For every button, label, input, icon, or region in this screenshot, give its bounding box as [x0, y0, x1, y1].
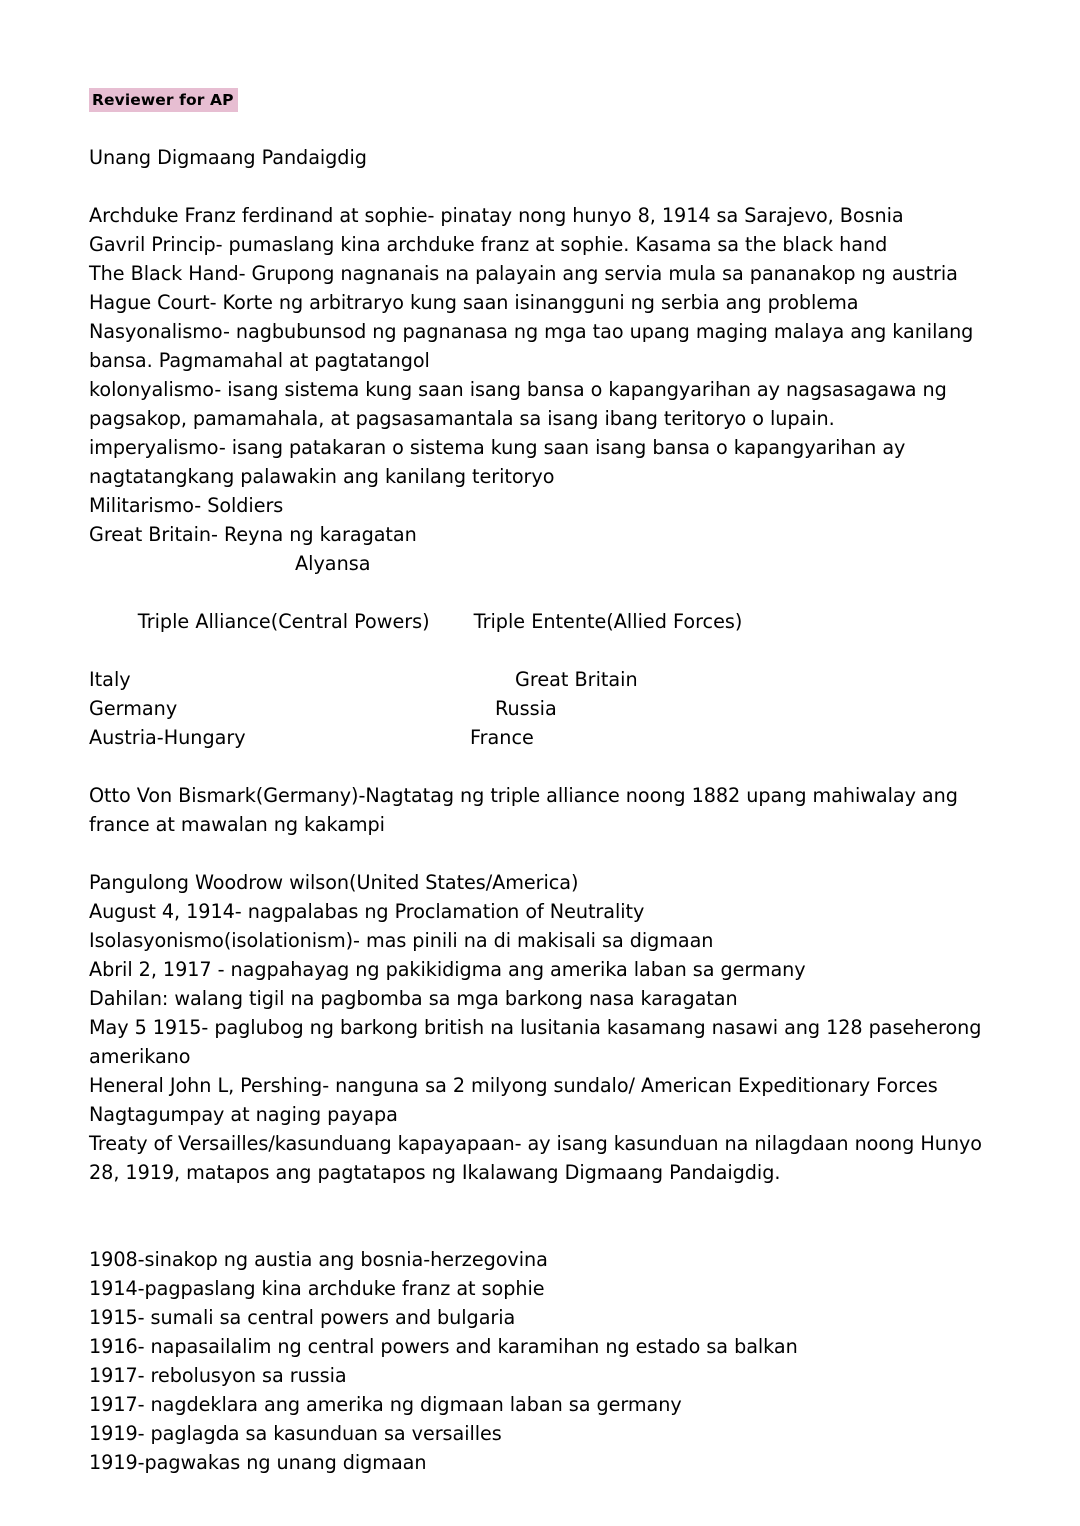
list-item: Nasyonalismo- nagbubunsod ng pagnanasa ng mga tao upang maging malaya ang kanilang bansa. Pagmamahal at pagtatangol	[89, 320, 980, 372]
alliance-row	[89, 665, 989, 694]
list-item: Abril 2, 1917 - nagpahayag ng pakikidigma ang amerika laban sa germany	[89, 958, 806, 981]
spacer	[89, 752, 989, 781]
document-title: Reviewer for AP	[89, 88, 238, 112]
key-terms-list	[89, 201, 989, 549]
list-item: Militarismo- Soldiers	[89, 494, 284, 517]
spacer	[89, 1216, 989, 1245]
spacer	[89, 172, 989, 201]
alliance-left-header: Triple Alliance(Central Powers)	[137, 610, 430, 633]
alliance-right-member: Great Britain	[515, 668, 638, 691]
alliance-headers	[89, 578, 989, 665]
alliance-section-label: Alyansa	[295, 552, 371, 575]
timeline-item: 1919- paglagda sa kasunduan sa versailles	[89, 1422, 502, 1445]
alliance-left-member: Germany	[89, 697, 178, 720]
america-notes-list	[89, 868, 989, 1187]
list-item: August 4, 1914- nagpalabas ng Proclamation of Neutrality	[89, 900, 645, 923]
list-item: Dahilan: walang tigil na pagbomba sa mga barkong nasa karagatan	[89, 987, 738, 1010]
timeline-item: 1914-pagpaslang kina archduke franz at sophie	[89, 1277, 545, 1300]
document-title-row	[89, 86, 989, 114]
timeline-item: 1915- sumali sa central powers and bulgaria	[89, 1306, 516, 1329]
alliance-row	[89, 694, 989, 723]
document-content	[89, 86, 989, 1477]
alliance-left-member: Italy	[89, 668, 131, 691]
spacer	[89, 839, 989, 868]
alliance-right-member: France	[470, 726, 534, 749]
alliance-right-header: Triple Entente(Allied Forces)	[473, 610, 743, 633]
list-item: kolonyalismo- isang sistema kung saan isang bansa o kapangyarihan ay nagsasagawa ng pagsakop, pamamahala, at pagsasamantala sa isang ibang teritoryo o lupain.	[89, 378, 953, 430]
list-item: Hague Court- Korte ng arbitraryo kung saan isinangguni ng serbia ang problema	[89, 291, 859, 314]
bismarck-note: Otto Von Bismark(Germany)-Nagtatag ng triple alliance noong 1882 upang mahiwalay ang france at mawalan ng kakampi	[89, 784, 964, 836]
spacer	[89, 114, 989, 143]
timeline-item: 1908-sinakop ng austia ang bosnia-herzegovina	[89, 1248, 548, 1271]
section-heading-wwi: Unang Digmaang Pandaigdig	[89, 146, 367, 169]
list-item: Isolasyonismo(isolationism)- mas pinili na di makisali sa digmaan	[89, 929, 714, 952]
list-item: May 5 1915- paglubog ng barkong british na lusitania kasamang nasawi ang 128 paseherong amerikano	[89, 1016, 988, 1068]
list-item: Great Britain- Reyna ng karagatan	[89, 523, 417, 546]
alliance-row	[89, 723, 989, 752]
list-item: The Black Hand- Grupong nagnanais na palayain ang servia mula sa pananakop ng austria	[89, 262, 958, 285]
list-item: Nagtagumpay at naging payapa	[89, 1103, 398, 1126]
alliance-left-member: Austria-Hungary	[89, 726, 246, 749]
list-item: Heneral John L, Pershing- nanguna sa 2 milyong sundalo/ American Expeditionary Forces	[89, 1074, 938, 1097]
list-item: Archduke Franz ferdinand at sophie- pinatay nong hunyo 8, 1914 sa Sarajevo, Bosnia	[89, 204, 904, 227]
timeline-item: 1916- napasailalim ng central powers and karamihan ng estado sa balkan	[89, 1335, 798, 1358]
timeline-item: 1919-pagwakas ng unang digmaan	[89, 1451, 427, 1474]
alliance-block	[89, 549, 989, 752]
timeline-item: 1917- nagdeklara ang amerika ng digmaan laban sa germany	[89, 1393, 682, 1416]
alliance-right-member: Russia	[495, 697, 557, 720]
list-item: Treaty of Versailles/kasunduang kapayapaan- ay isang kasunduan na nilagdaan noong Hunyo 28, 1919, matapos ang pagtatapos ng Ikalawang Digmaang Pandaigdig.	[89, 1132, 989, 1184]
list-item: Pangulong Woodrow wilson(United States/America)	[89, 871, 579, 894]
spacer	[89, 1187, 989, 1216]
timeline-list	[89, 1245, 989, 1477]
list-item: imperyalismo- isang patakaran o sistema kung saan isang bansa o kapangyarihan ay nagtatangkang palawakin ang kanilang teritoryo	[89, 436, 912, 488]
timeline-item: 1917- rebolusyon sa russia	[89, 1364, 347, 1387]
list-item: Gavril Princip- pumaslang kina archduke franz at sophie. Kasama sa the black hand	[89, 233, 888, 256]
